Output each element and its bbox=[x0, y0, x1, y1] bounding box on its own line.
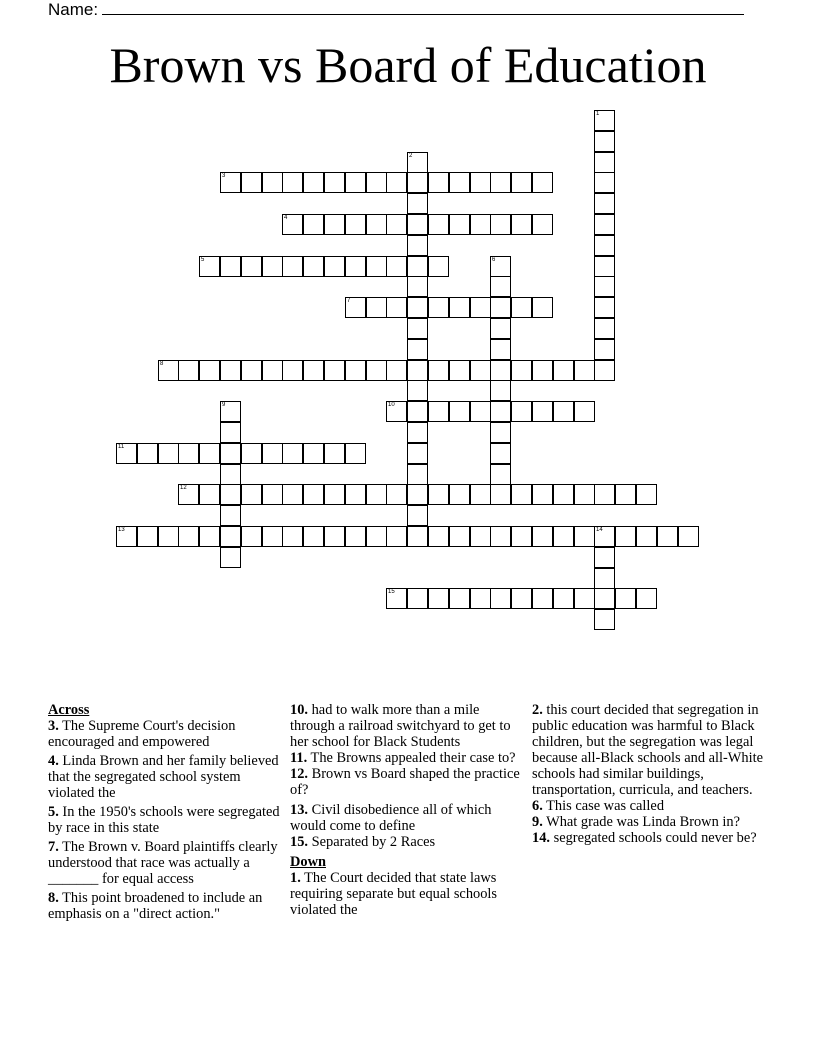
grid-cell[interactable] bbox=[386, 588, 407, 609]
clue-number: 14 bbox=[596, 527, 603, 533]
grid-cell[interactable] bbox=[407, 235, 428, 256]
grid-cell[interactable] bbox=[366, 360, 387, 381]
grid-cell[interactable] bbox=[324, 172, 345, 193]
grid-cell[interactable] bbox=[594, 131, 615, 152]
grid-cell[interactable] bbox=[262, 484, 283, 505]
clues-column-2 bbox=[290, 702, 526, 921]
grid-cell[interactable] bbox=[116, 526, 137, 547]
grid-cell[interactable] bbox=[615, 526, 636, 547]
grid-cell[interactable] bbox=[428, 401, 449, 422]
grid-cell[interactable] bbox=[241, 443, 262, 464]
grid-cell[interactable] bbox=[407, 214, 428, 235]
grid-cell[interactable] bbox=[199, 360, 220, 381]
grid-cell[interactable] bbox=[532, 360, 553, 381]
grid-cell[interactable] bbox=[220, 505, 241, 526]
grid-cell[interactable] bbox=[594, 214, 615, 235]
grid-cell[interactable] bbox=[262, 172, 283, 193]
grid-cell[interactable] bbox=[657, 526, 678, 547]
grid-cell[interactable] bbox=[241, 360, 262, 381]
grid-cell[interactable] bbox=[553, 360, 574, 381]
grid-cell[interactable] bbox=[303, 484, 324, 505]
grid-cell[interactable] bbox=[366, 297, 387, 318]
grid-cell[interactable] bbox=[407, 256, 428, 277]
grid-cell[interactable] bbox=[511, 401, 532, 422]
grid-cell[interactable] bbox=[178, 484, 199, 505]
grid-cell[interactable] bbox=[345, 360, 366, 381]
grid-cell[interactable] bbox=[241, 172, 262, 193]
grid-cell[interactable] bbox=[490, 214, 511, 235]
grid-cell[interactable] bbox=[532, 172, 553, 193]
clue-number: 2 bbox=[409, 153, 413, 159]
grid-cell[interactable] bbox=[220, 547, 241, 568]
grid-cell[interactable] bbox=[178, 443, 199, 464]
grid-cell[interactable] bbox=[407, 339, 428, 360]
grid-cell[interactable] bbox=[386, 484, 407, 505]
grid-cell[interactable] bbox=[366, 172, 387, 193]
grid-cell[interactable] bbox=[594, 568, 615, 589]
grid-cell[interactable] bbox=[449, 297, 470, 318]
grid-cell[interactable] bbox=[490, 588, 511, 609]
grid-cell[interactable] bbox=[490, 484, 511, 505]
grid-cell[interactable] bbox=[574, 484, 595, 505]
grid-cell[interactable] bbox=[594, 318, 615, 339]
grid-cell[interactable] bbox=[178, 526, 199, 547]
clues-column-3 bbox=[532, 702, 772, 849]
clue-number: 1 bbox=[596, 111, 600, 117]
grid-cell[interactable] bbox=[511, 588, 532, 609]
grid-cell[interactable] bbox=[553, 588, 574, 609]
clue-down-6: 6. This case was called bbox=[532, 798, 665, 814]
grid-cell[interactable] bbox=[324, 256, 345, 277]
clue-down-2: 2. this court decided that segregation in public education was harmful to Black children, but the segregation was legal because all-Black schools and all-White schools had similar buildings, transportation, curricula, and teachers. bbox=[532, 702, 763, 798]
clue-down-14: 14. segregated schools could never be? bbox=[532, 830, 757, 846]
down-heading: Down bbox=[290, 854, 326, 870]
grid-cell[interactable] bbox=[220, 484, 241, 505]
grid-cell[interactable] bbox=[366, 526, 387, 547]
grid-cell[interactable] bbox=[386, 526, 407, 547]
grid-cell[interactable] bbox=[449, 526, 470, 547]
grid-cell[interactable] bbox=[199, 526, 220, 547]
grid-cell[interactable] bbox=[220, 172, 241, 193]
grid-cell[interactable] bbox=[345, 214, 366, 235]
grid-cell[interactable] bbox=[532, 526, 553, 547]
clue-across-8: 8. This point broadened to include an emphasis on a "direct action." bbox=[48, 890, 263, 922]
grid-cell[interactable] bbox=[470, 588, 491, 609]
grid-cell[interactable] bbox=[532, 588, 553, 609]
grid-cell[interactable] bbox=[470, 484, 491, 505]
grid-cell[interactable] bbox=[449, 588, 470, 609]
grid-cell[interactable] bbox=[241, 526, 262, 547]
grid-cell[interactable] bbox=[282, 484, 303, 505]
grid-cell[interactable] bbox=[428, 526, 449, 547]
grid-cell[interactable] bbox=[470, 297, 491, 318]
grid-cell[interactable] bbox=[324, 214, 345, 235]
clue-number: 9 bbox=[222, 402, 226, 408]
grid-cell[interactable] bbox=[407, 443, 428, 464]
grid-cell[interactable] bbox=[220, 422, 241, 443]
clue-across-4: 4. Linda Brown and her family believed that the segregated school system violated the bbox=[48, 753, 279, 801]
grid-cell[interactable] bbox=[594, 110, 615, 131]
grid-cell[interactable] bbox=[407, 422, 428, 443]
grid-cell[interactable] bbox=[386, 172, 407, 193]
grid-cell[interactable] bbox=[220, 443, 241, 464]
grid-cell[interactable] bbox=[490, 276, 511, 297]
grid-cell[interactable] bbox=[490, 297, 511, 318]
grid-cell[interactable] bbox=[615, 588, 636, 609]
grid-cell[interactable] bbox=[282, 360, 303, 381]
grid-cell[interactable] bbox=[199, 256, 220, 277]
grid-cell[interactable] bbox=[137, 526, 158, 547]
clue-across-3: 3. The Supreme Court's decision encouraged and empowered bbox=[48, 718, 236, 750]
grid-cell[interactable] bbox=[241, 484, 262, 505]
grid-cell[interactable] bbox=[386, 297, 407, 318]
grid-cell[interactable] bbox=[407, 401, 428, 422]
grid-cell[interactable] bbox=[366, 256, 387, 277]
grid-cell[interactable] bbox=[407, 505, 428, 526]
grid-cell[interactable] bbox=[428, 297, 449, 318]
clue-number: 12 bbox=[180, 485, 187, 491]
grid-cell[interactable] bbox=[553, 526, 574, 547]
grid-cell[interactable] bbox=[428, 588, 449, 609]
grid-cell[interactable] bbox=[324, 484, 345, 505]
grid-cell[interactable] bbox=[574, 360, 595, 381]
grid-cell[interactable] bbox=[428, 360, 449, 381]
grid-cell[interactable] bbox=[345, 443, 366, 464]
grid-cell[interactable] bbox=[262, 526, 283, 547]
grid-cell[interactable] bbox=[345, 256, 366, 277]
grid-cell[interactable] bbox=[199, 484, 220, 505]
clue-number: 15 bbox=[388, 589, 395, 595]
grid-cell[interactable] bbox=[594, 588, 615, 609]
grid-cell[interactable] bbox=[282, 526, 303, 547]
grid-cell[interactable] bbox=[511, 214, 532, 235]
grid-cell[interactable] bbox=[282, 256, 303, 277]
grid-cell[interactable] bbox=[282, 214, 303, 235]
grid-cell[interactable] bbox=[449, 360, 470, 381]
grid-cell[interactable] bbox=[428, 214, 449, 235]
grid-cell[interactable] bbox=[345, 297, 366, 318]
grid-cell[interactable] bbox=[137, 443, 158, 464]
grid-cell[interactable] bbox=[303, 214, 324, 235]
grid-cell[interactable] bbox=[345, 526, 366, 547]
grid-cell[interactable] bbox=[636, 484, 657, 505]
grid-cell[interactable] bbox=[490, 526, 511, 547]
clue-number: 7 bbox=[347, 298, 351, 304]
grid-cell[interactable] bbox=[574, 588, 595, 609]
grid-cell[interactable] bbox=[449, 214, 470, 235]
grid-cell[interactable] bbox=[678, 526, 699, 547]
grid-cell[interactable] bbox=[303, 360, 324, 381]
clue-across-13: 13. Civil disobedience all of which would come to define bbox=[290, 802, 492, 834]
clue-number: 13 bbox=[118, 527, 125, 533]
grid-cell[interactable] bbox=[594, 360, 615, 381]
grid-cell[interactable] bbox=[594, 526, 615, 547]
grid-cell[interactable] bbox=[366, 214, 387, 235]
grid-cell[interactable] bbox=[324, 360, 345, 381]
clue-across-10: 10. had to walk more than a mile through a railroad switchyard to get to her school for Black Students bbox=[290, 702, 511, 750]
clue-number: 6 bbox=[492, 257, 496, 263]
grid-cell[interactable] bbox=[282, 443, 303, 464]
clue-down-9: 9. What grade was Linda Brown in? bbox=[532, 814, 740, 830]
grid-cell[interactable] bbox=[594, 609, 615, 630]
name-label: Name: bbox=[48, 0, 99, 19]
across-heading: Across bbox=[48, 702, 90, 718]
grid-cell[interactable] bbox=[532, 401, 553, 422]
grid-cell[interactable] bbox=[428, 484, 449, 505]
grid-cell[interactable] bbox=[532, 214, 553, 235]
grid-cell[interactable] bbox=[470, 526, 491, 547]
grid-cell[interactable] bbox=[594, 297, 615, 318]
grid-cell[interactable] bbox=[220, 464, 241, 485]
grid-cell[interactable] bbox=[490, 464, 511, 485]
clues-column-1 bbox=[48, 702, 283, 925]
grid-cell[interactable] bbox=[262, 360, 283, 381]
grid-cell[interactable] bbox=[407, 526, 428, 547]
grid-cell[interactable] bbox=[407, 360, 428, 381]
clue-across-11: 11. The Browns appealed their case to? bbox=[290, 750, 516, 766]
grid-cell[interactable] bbox=[220, 256, 241, 277]
grid-cell[interactable] bbox=[532, 484, 553, 505]
grid-cell[interactable] bbox=[407, 276, 428, 297]
grid-cell[interactable] bbox=[594, 484, 615, 505]
grid-cell[interactable] bbox=[594, 276, 615, 297]
grid-cell[interactable] bbox=[407, 464, 428, 485]
grid-cell[interactable] bbox=[490, 172, 511, 193]
grid-cell[interactable] bbox=[470, 360, 491, 381]
clue-number: 5 bbox=[201, 257, 205, 263]
clue-number: 8 bbox=[160, 361, 164, 367]
clue-down-1: 1. The Court decided that state laws requiring separate but equal schools violated the bbox=[290, 870, 497, 918]
clue-number: 11 bbox=[118, 444, 125, 450]
grid-cell[interactable] bbox=[449, 401, 470, 422]
grid-cell[interactable] bbox=[574, 526, 595, 547]
clue-number: 3 bbox=[222, 173, 226, 179]
grid-cell[interactable] bbox=[303, 526, 324, 547]
clue-number: 10 bbox=[388, 402, 395, 408]
grid-cell[interactable] bbox=[553, 484, 574, 505]
grid-cell[interactable] bbox=[386, 214, 407, 235]
grid-cell[interactable] bbox=[511, 484, 532, 505]
grid-cell[interactable] bbox=[470, 172, 491, 193]
grid-cell[interactable] bbox=[490, 443, 511, 464]
grid-cell[interactable] bbox=[511, 360, 532, 381]
grid-cell[interactable] bbox=[511, 526, 532, 547]
clue-number: 4 bbox=[284, 215, 288, 221]
grid-cell[interactable] bbox=[636, 526, 657, 547]
grid-cell[interactable] bbox=[594, 172, 615, 193]
grid-cell[interactable] bbox=[594, 339, 615, 360]
grid-cell[interactable] bbox=[366, 484, 387, 505]
grid-cell[interactable] bbox=[511, 297, 532, 318]
grid-cell[interactable] bbox=[594, 547, 615, 568]
grid-cell[interactable] bbox=[407, 318, 428, 339]
grid-cell[interactable] bbox=[490, 318, 511, 339]
grid-cell[interactable] bbox=[324, 443, 345, 464]
grid-cell[interactable] bbox=[386, 256, 407, 277]
grid-cell[interactable] bbox=[345, 172, 366, 193]
grid-cell[interactable] bbox=[262, 256, 283, 277]
grid-cell[interactable] bbox=[407, 152, 428, 173]
grid-cell[interactable] bbox=[428, 256, 449, 277]
grid-cell[interactable] bbox=[449, 484, 470, 505]
clue-across-7: 7. The Brown v. Board plaintiffs clearly understood that race was actually a _______ for equal access bbox=[48, 839, 278, 887]
grid-cell[interactable] bbox=[636, 588, 657, 609]
grid-cell[interactable] bbox=[386, 360, 407, 381]
grid-cell[interactable] bbox=[303, 172, 324, 193]
grid-cell[interactable] bbox=[282, 172, 303, 193]
grid-cell[interactable] bbox=[407, 172, 428, 193]
page-title: Brown vs Board of Education bbox=[109, 37, 707, 93]
grid-cell[interactable] bbox=[407, 193, 428, 214]
grid-cell[interactable] bbox=[532, 297, 553, 318]
grid-cell[interactable] bbox=[490, 256, 511, 277]
grid-cell[interactable] bbox=[345, 484, 366, 505]
grid-cell[interactable] bbox=[116, 443, 137, 464]
grid-cell[interactable] bbox=[553, 401, 574, 422]
grid-cell[interactable] bbox=[324, 526, 345, 547]
grid-cell[interactable] bbox=[158, 443, 179, 464]
grid-cell[interactable] bbox=[428, 172, 449, 193]
grid-cell[interactable] bbox=[511, 172, 532, 193]
grid-cell[interactable] bbox=[490, 380, 511, 401]
grid-cell[interactable] bbox=[470, 401, 491, 422]
grid-cell[interactable] bbox=[303, 256, 324, 277]
grid-cell[interactable] bbox=[490, 422, 511, 443]
grid-cell[interactable] bbox=[594, 235, 615, 256]
grid-cell[interactable] bbox=[220, 401, 241, 422]
grid-cell[interactable] bbox=[490, 339, 511, 360]
grid-cell[interactable] bbox=[178, 360, 199, 381]
grid-cell[interactable] bbox=[407, 588, 428, 609]
grid-cell[interactable] bbox=[490, 401, 511, 422]
grid-cell[interactable] bbox=[220, 526, 241, 547]
grid-cell[interactable] bbox=[407, 380, 428, 401]
grid-cell[interactable] bbox=[594, 193, 615, 214]
grid-cell[interactable] bbox=[262, 443, 283, 464]
clue-across-15: 15. Separated by 2 Races bbox=[290, 834, 436, 850]
clue-across-12: 12. Brown vs Board shaped the practice of? bbox=[290, 766, 520, 798]
grid-cell[interactable] bbox=[407, 297, 428, 318]
grid-cell[interactable] bbox=[574, 401, 595, 422]
grid-cell[interactable] bbox=[407, 484, 428, 505]
grid-cell[interactable] bbox=[449, 172, 470, 193]
grid-cell[interactable] bbox=[594, 256, 615, 277]
grid-cell[interactable] bbox=[386, 401, 407, 422]
grid-cell[interactable] bbox=[199, 443, 220, 464]
grid-cell[interactable] bbox=[220, 360, 241, 381]
grid-cell[interactable] bbox=[594, 152, 615, 173]
grid-cell[interactable] bbox=[158, 360, 179, 381]
clue-across-5: 5. In the 1950's schools were segregated by race in this state bbox=[48, 804, 280, 836]
grid-cell[interactable] bbox=[303, 443, 324, 464]
grid-cell[interactable] bbox=[615, 484, 636, 505]
grid-cell[interactable] bbox=[470, 214, 491, 235]
grid-cell[interactable] bbox=[158, 526, 179, 547]
grid-cell[interactable] bbox=[241, 256, 262, 277]
grid-cell[interactable] bbox=[490, 360, 511, 381]
